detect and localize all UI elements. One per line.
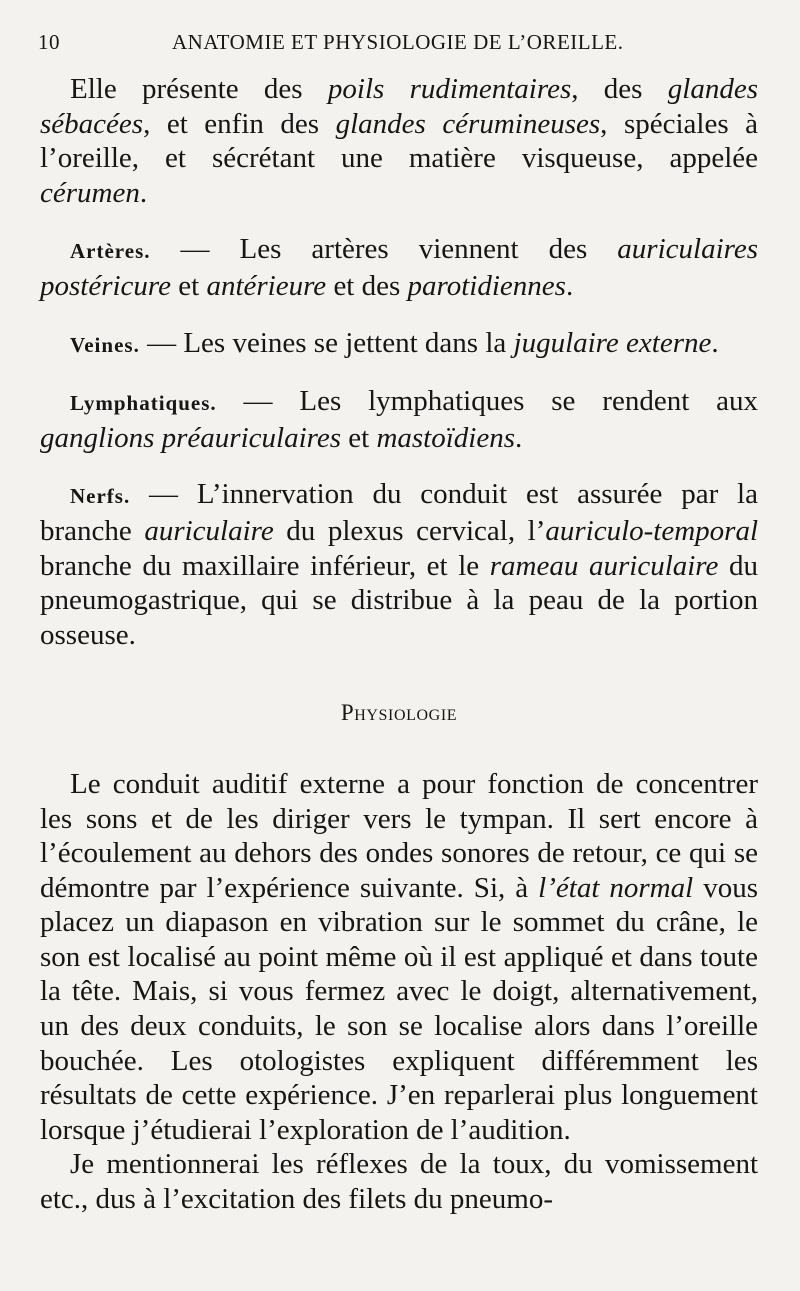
italic-term: glandes cérumineuses [335, 107, 601, 140]
text-run: . [711, 326, 719, 359]
section-title: Physiologie [340, 700, 458, 726]
italic-term: auriculaires postéricure [40, 233, 758, 302]
text-run: Le conduit auditif externe a pour fonction de concentrer les sons et de les diriger vers le tympan. Il sert encore à l’écoulement au dehors des ondes sonores de retour, ce qui se démontre par l’expérience suivante. Si, à [40, 767, 758, 904]
page-number: 10 [38, 30, 60, 54]
paragraph-physiologie-1 [40, 767, 758, 1148]
paragraph-lead-arteres: Artères. [70, 239, 151, 264]
italic-term: ganglions préauriculaires [40, 421, 342, 454]
text-run: , et enfin des [143, 107, 336, 140]
running-title: ANATOMIE ET PHYSIOLOGIE DE L’OREILLE. [172, 30, 624, 54]
text-run: . [515, 421, 523, 454]
text-run: et des [326, 269, 408, 302]
paragraph-lead-lymphatiques: Lymphatiques. [70, 391, 217, 416]
paragraph-physiologie-2 [40, 1147, 758, 1216]
text-run: — Les artères viennent des [150, 233, 618, 266]
text-run: branche du maxillaire inférieur, et le [40, 549, 490, 582]
paragraph-intro [40, 72, 758, 210]
text-run: — L’innervation du conduit est assurée par la branche [40, 478, 758, 547]
paragraph-nerfs [40, 477, 758, 652]
text-run: et [171, 269, 207, 302]
text-run: — Les veines se jettent dans la [139, 326, 514, 359]
text-run: , spéciales à l’oreille, et sécrétant une matière visqueuse, appelée [40, 107, 759, 175]
paragraph-arteres [40, 232, 758, 303]
page-header [38, 30, 768, 64]
text-run: Elle présente des [70, 73, 328, 105]
italic-term: mastoïdiens [376, 421, 516, 454]
italic-term: antérieure [206, 269, 327, 302]
italic-term: rameau auriculaire [489, 549, 719, 582]
italic-term: poils rudimentaires [327, 73, 572, 105]
text-run: Je mentionnerai les réflexes de la toux, du vomissement etc., dus à l’excitation des filets du pneumo- [40, 1148, 758, 1216]
paragraph-lead-veines: Veines. [70, 332, 140, 357]
text-run: et [341, 421, 377, 454]
paragraph-lead-nerfs: Nerfs. [70, 484, 131, 509]
text-run: . [565, 269, 574, 302]
paragraph-veines [40, 326, 758, 363]
text-run: . [139, 176, 148, 209]
italic-term: auriculo-temporal [545, 514, 759, 547]
italic-term: l’état normal [538, 871, 694, 904]
paragraph-lymphatiques [40, 384, 758, 455]
italic-term: auriculaire [144, 514, 274, 547]
body-text [40, 72, 758, 1217]
text-run: — Les lymphatiques se rendent aux [216, 385, 758, 418]
text-run: vous placez un diapason en vibration sur le sommet du crâne, le son est localisé au point même où il est appliqué et dans toute la tête. Mais, si vous fermez avec le doigt, alternativement, un des deux conduits, le son se localise alors dans l’oreille bouchée. Les otologistes expliquent différemment les résultats de cette expérience. J’en reparlerai plus longuement lorsque j’étudierai l’exploration de l’audition. [40, 871, 758, 1146]
italic-term: jugulaire externe [513, 326, 712, 359]
text-run: du pneumogastrique, qui se distribue à la peau de la portion osseuse. [40, 549, 758, 651]
italic-term: parotidiennes [407, 269, 566, 302]
text-run: du plexus cervical, l’ [273, 514, 546, 547]
text-run: , des [571, 73, 668, 105]
italic-term: cérumen [40, 176, 140, 209]
italic-term: glandes sébacées [40, 73, 758, 140]
